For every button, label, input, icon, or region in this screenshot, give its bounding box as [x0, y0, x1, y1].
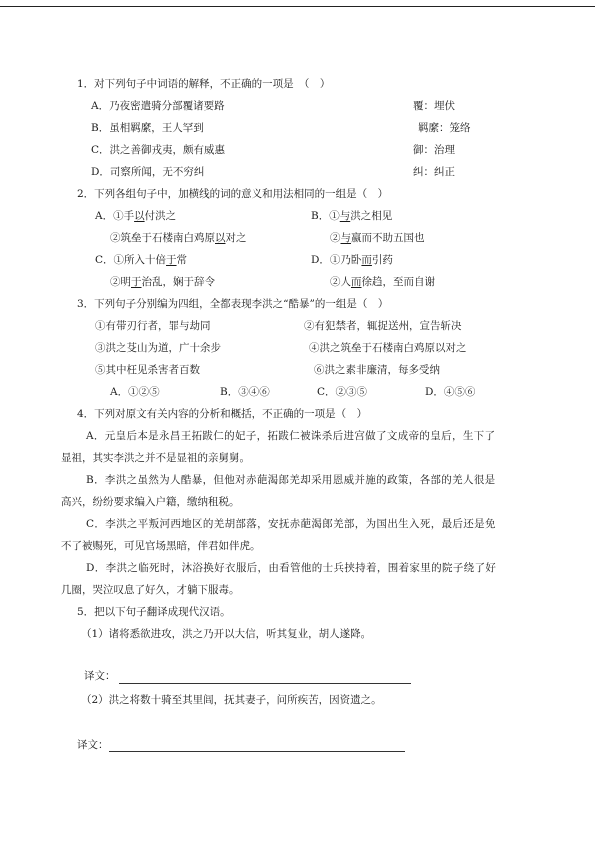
q4-option-a-line2: 显祖，其实李洪之并不是显祖的亲舅舅。 [61, 452, 250, 464]
q5-sentence-2: （2）洪之将数十骑至其里闾，抚其妻子，问所疾苦，因资遗之。 [81, 694, 382, 706]
q3-choice-c: C．②③⑤ [317, 386, 368, 398]
q2-option-a2: ②筑垒于石楼南白鸡原以对之 [110, 232, 247, 244]
q2-option-c1: C．①所入十倍于常 [95, 254, 188, 266]
q4-option-a-line1: A．元皇后本是永昌王拓跋仁的妃子，拓跋仁被诛杀后进宫做了文成帝的皇后，生下了 [86, 430, 496, 442]
q1-stem: 1．对下列句子中词语的解释，不正确的一项是 （ ） [77, 78, 331, 90]
q5-translation-line-2[interactable] [109, 751, 405, 752]
q1-option-d-note: 纠：纠正 [413, 166, 455, 178]
q1-option-c-note: 御：治理 [413, 144, 455, 156]
q5-translation-label-2: 译文： [77, 739, 109, 751]
q4-option-c-line1: C．李洪之平叛河西地区的羌胡部落，安抚赤葩渴郎羌部，为国出生入死，最后还是免 [86, 518, 496, 530]
q2-option-d1: D．①乃卧而引药 [311, 254, 393, 266]
q5-translation-label-1: 译文： [84, 670, 116, 682]
q1-option-a-note: 覆：埋伏 [413, 100, 455, 112]
q3-choice-a: A．①②⑤ [110, 386, 160, 398]
q5-translation-line-1[interactable] [119, 683, 411, 684]
q3-stem: 3．下列句子分别编为四组，全都表现李洪之“酷暴”的一组是（ ） [77, 298, 389, 310]
q1-option-a: A．乃夜密遣骑分部覆诸要路 [91, 100, 225, 112]
q3-item-1: ①有带刃行者，罪与劫同 [95, 320, 211, 332]
q2-option-a1: A．①手以付洪之 [95, 210, 177, 222]
q1-option-b: B．虽相羁縻，王人罕到 [91, 122, 204, 134]
q4-option-b-line2: 高兴，纷纷要求编入户籍，缴纳租税。 [61, 496, 240, 508]
q1-option-c: C．洪之善御戎夷，颇有威惠 [91, 144, 226, 156]
q5-sentence-1: （1）诸将悉欲进攻，洪之乃开以大信，听其复业，胡人遂降。 [81, 628, 372, 640]
q3-choice-b: B．③④⑥ [220, 386, 270, 398]
q1-option-b-note: 羁縻：笼络 [418, 122, 471, 134]
q4-option-c-line2: 不了被赐死，可见官场黑暗，伴君如伴虎。 [61, 540, 261, 552]
q4-stem: 4．下列对原文有关内容的分析和概括，不正确的一项是（ ） [77, 408, 368, 420]
q3-item-5: ⑤其中枉见杀害者百数 [95, 364, 200, 376]
q3-item-6: ⑥洪之素非廉清，每多受纳 [314, 364, 440, 376]
q1-option-d: D．司察所闻，无不穷纠 [91, 166, 205, 178]
q2-option-b1: B．①与洪之相见 [311, 210, 393, 222]
q4-option-b-line1: B．李洪之虽然为人酷暴，但他对赤葩渴郎羌却采用恩威并施的政策，各部的羌人很是 [86, 474, 496, 486]
q4-option-d-line2: 几圈，哭泣叹息了好久，才躺下服毒。 [61, 584, 240, 596]
q2-stem: 2．下列各组句子中，加横线的词的意义和用法相同的一组是（ ） [77, 188, 389, 200]
q2-option-c2: ②明于治乱，娴于辞令 [110, 276, 215, 288]
q3-item-2: ②有犯禁者，辄捉送州，宣告斩决 [304, 320, 462, 332]
q4-option-d-line1: D．李洪之临死时，沐浴换好衣服后，由看管他的士兵挟持着，围着家里的院子绕了好 [86, 562, 497, 574]
page-top-border [0, 6, 595, 7]
q3-item-3: ③洪之芟山为道，广十余步 [95, 342, 221, 354]
q2-option-d2: ②人而徐趋，至而自谢 [330, 276, 435, 288]
q3-item-4: ④洪之筑垒于石楼南白鸡原以对之 [309, 342, 467, 354]
q5-stem: 5．把以下句子翻译成现代汉语。 [77, 606, 231, 618]
q2-option-b2: ②与嬴而不助五国也 [330, 232, 425, 244]
q3-choice-d: D．④⑤⑥ [425, 386, 476, 398]
